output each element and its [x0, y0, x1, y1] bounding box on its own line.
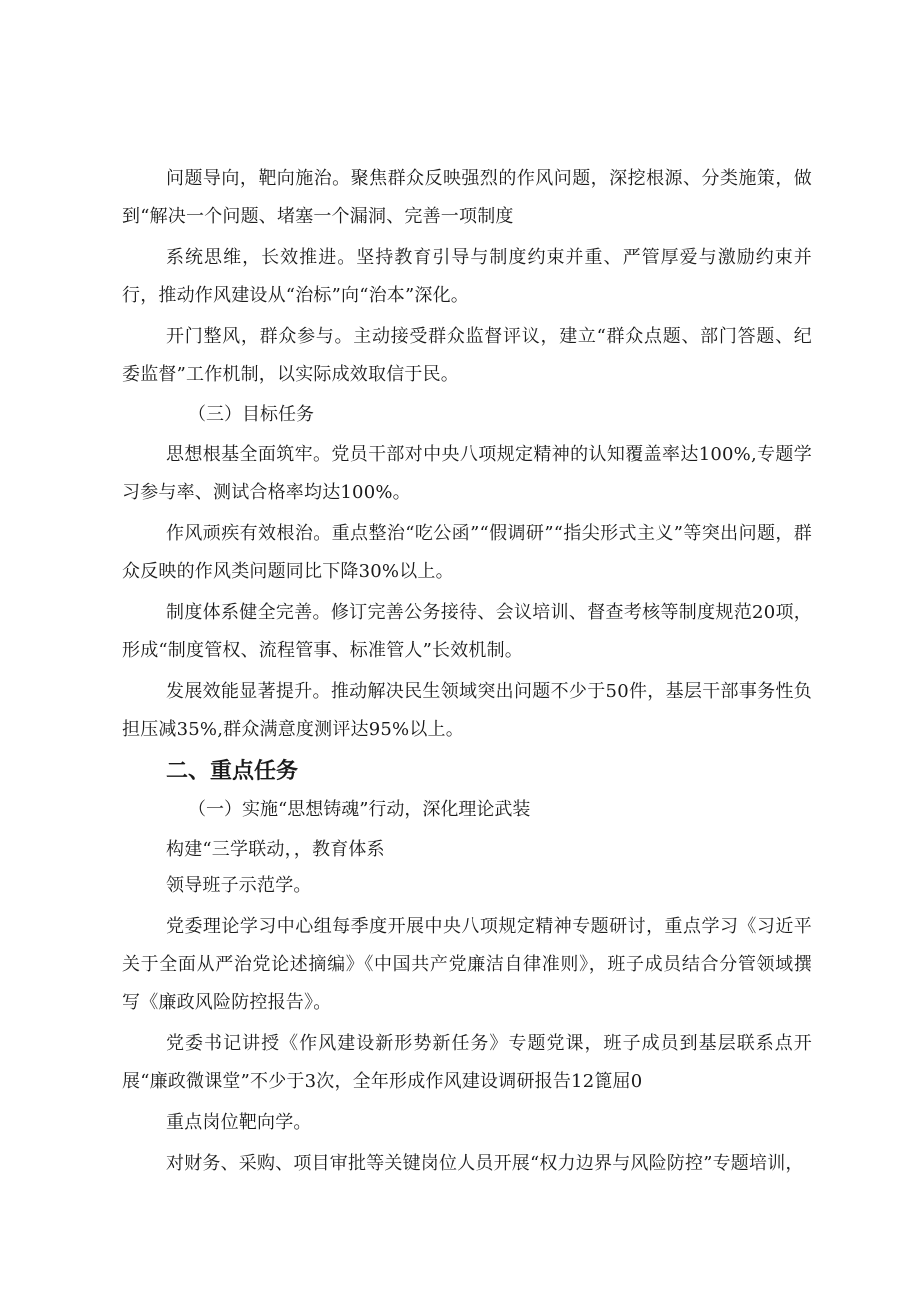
document-page	[122, 160, 812, 1186]
paragraph-problem-oriented: 问题导向，靶向施治。聚焦群众反映强烈的作风问题，深挖根源、分类施策，做到“解决一个问题、堵塞一个漏洞、完善一项制度	[122, 168, 812, 227]
section-heading-key-tasks: 二、重点任务	[166, 759, 299, 784]
subheading-goals: （三）目标任务	[188, 404, 314, 425]
subheading-action-one: （一）实施“思想铸魂”行动，深化理论武装	[188, 799, 531, 820]
paragraph-systematic-thinking: 系统思维，长效推进。坚持教育引导与制度约束并重、严管厚爱与激励约束并行，推动作风建设从“治标”向“治本”深化。	[122, 247, 812, 306]
paragraph-central-group: 党委理论学习中心组每季度开展中央八项规定精神专题研讨，重点学习《习近平关于全面从严治党论述摘编》《中国共产党廉洁自律准则》，班子成员结合分管领域撰写《廉政风险防控报告》。	[122, 916, 812, 1013]
paragraph-open-rectification: 开门整风，群众参与。主动接受群众监督评议，建立“群众点题、部门答题、纪委监督”工作机制，以实际成效取信于民。	[122, 326, 812, 385]
paragraph-ideology-foundation: 思想根基全面筑牢。党员干部对中央八项规定精神的认知覆盖率达100%,专题学习参与率、测试合格率均达100%。	[122, 444, 812, 503]
paragraph-key-posts-training: 对财务、采购、项目审批等关键岗位人员开展“权力边界与风险防控”专题培训，	[166, 1153, 804, 1174]
paragraph-key-posts: 重点岗位靶向学。	[166, 1112, 312, 1133]
paragraph-leadership-learning: 领导班子示范学。	[166, 875, 312, 896]
paragraph-three-learning: 构建“三学联动，，教育体系	[166, 839, 385, 860]
paragraph-system-improvement: 制度体系健全完善。修订完善公务接待、会议培训、督查考核等制度规范20项，形成“制度管权、流程管事、标准管人”长效机制。	[122, 602, 812, 661]
paragraph-development-efficiency: 发展效能显著提升。推动解决民生领域突出问题不少于50件，基层干部事务性负担压减35%,群众满意度测评达95%以上。	[122, 681, 812, 740]
paragraph-style-problems: 作风顽疾有效根治。重点整治“吃公函”“假调研”“指尖形式主义”等突出问题，群众反映的作风类问题同比下降30%以上。	[122, 523, 812, 582]
paragraph-party-lecture: 党委书记讲授《作风建设新形势新任务》专题党课，班子成员到基层联系点开展“廉政微课堂”不少于3次，全年形成作风建设调研报告12篦屈0	[122, 1033, 812, 1092]
